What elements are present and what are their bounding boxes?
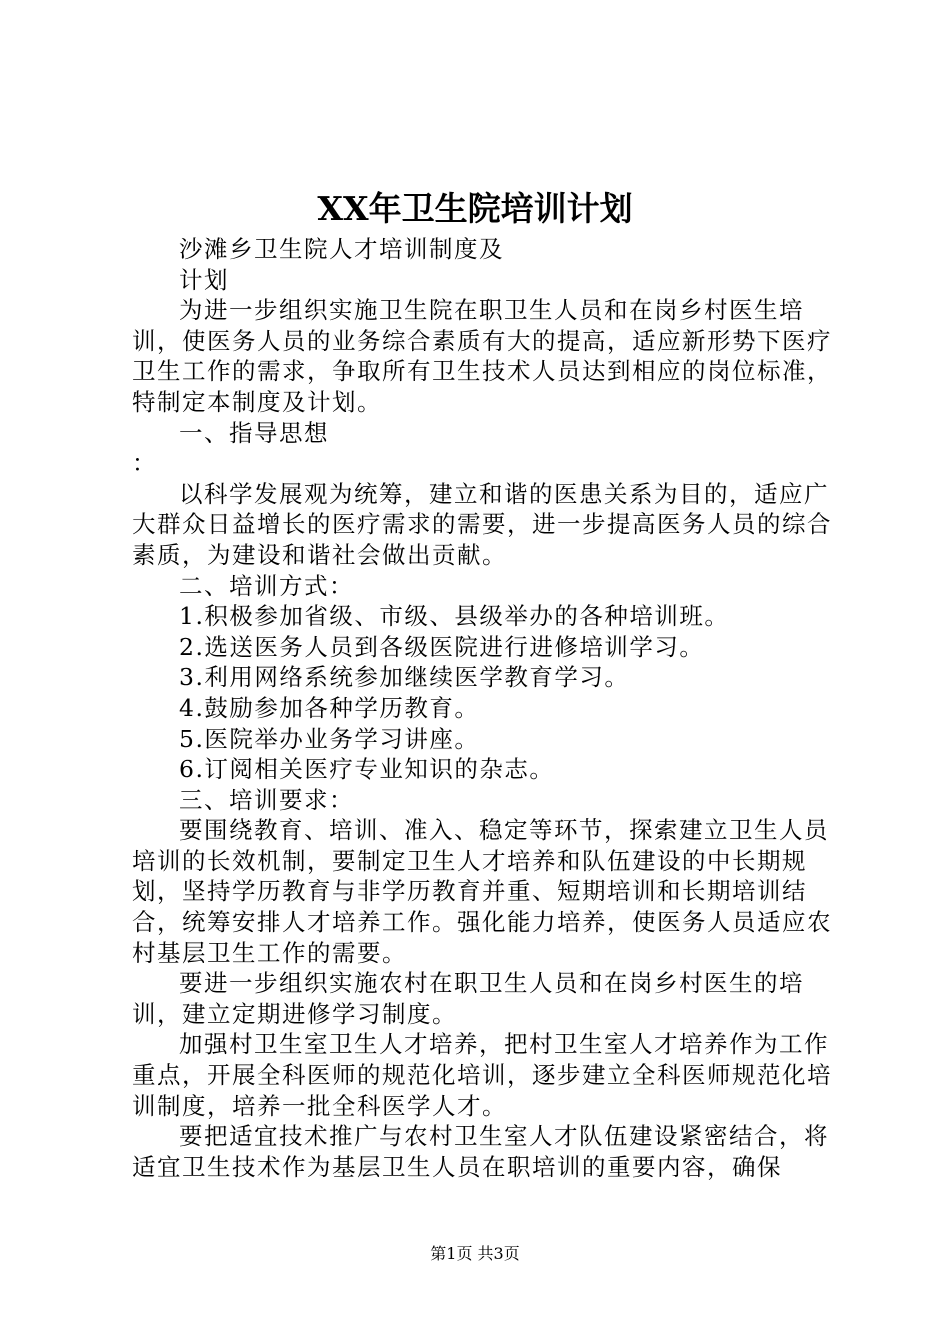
document-title: XX年卫生院培训计划 xyxy=(317,189,633,228)
page-footer: 第1页 共3页 xyxy=(430,1244,520,1263)
intro-paragraph: 为进一步组织实施卫生院在职卫生人员和在岗乡村医生培训，使医务人员的业务综合素质有大的提高，适应新形势下医疗卫生工作的需求，争取所有卫生技术人员达到相应的岗位标准，特制定本制度及计划。 xyxy=(132,296,832,416)
list-item: 5.医院举办业务学习讲座。 xyxy=(179,724,480,753)
section1-paragraph: 以科学发展观为统筹，建立和谐的医患关系为目的，适应广大群众日益增长的医疗需求的需要，进一步提高医务人员的综合素质，为建设和谐社会做出贡献。 xyxy=(132,479,832,569)
section3-paragraph: 要进一步组织实施农村在职卫生人员和在岗乡村医生的培训，建立定期进修学习制度。 xyxy=(132,969,804,1028)
list-item: 3.利用网络系统参加继续医学教育学习。 xyxy=(179,663,630,692)
section3-paragraph: 要围绕教育、培训、准入、稳定等环节，探索建立卫生人员培训的长效机制，要制定卫生人才培养和队伍建设的中长期规划，坚持学历教育与非学历教育并重、短期培训和长期培训结合，统筹安排人才培养工作。强化能力培养，使医务人员适应农村基层卫生工作的需要。 xyxy=(132,816,832,967)
section1-heading: 一、指导思想 xyxy=(179,418,329,447)
section3-paragraph: 要把适宜技术推广与农村卫生室人才队伍建设紧密结合，将适宜卫生技术作为基层卫生人员在职培训的重要内容，确保 xyxy=(132,1122,829,1181)
list-item: 4.鼓励参加各种学历教育。 xyxy=(179,693,480,722)
document-body xyxy=(132,234,832,1182)
list-item: 1.积极参加省级、市级、县级举办的各种培训班。 xyxy=(179,602,730,631)
list-item: 6.订阅相关医疗专业知识的杂志。 xyxy=(179,755,555,784)
section3-heading: 三、培训要求： xyxy=(179,785,354,814)
subtitle-line-2: 计划 xyxy=(179,265,229,294)
section2-heading: 二、培训方式： xyxy=(179,571,354,600)
section1-colon: ： xyxy=(132,449,157,478)
list-item: 2.选送医务人员到各级医院进行进修培训学习。 xyxy=(179,632,705,661)
subtitle-line-1: 沙滩乡卫生院人才培训制度及 xyxy=(179,235,504,263)
section3-paragraph: 加强村卫生室卫生人才培养，把村卫生室人才培养作为工作重点，开展全科医师的规范化培训，逐步建立全科医师规范化培训制度，培养一批全科医学人才。 xyxy=(132,1030,832,1120)
